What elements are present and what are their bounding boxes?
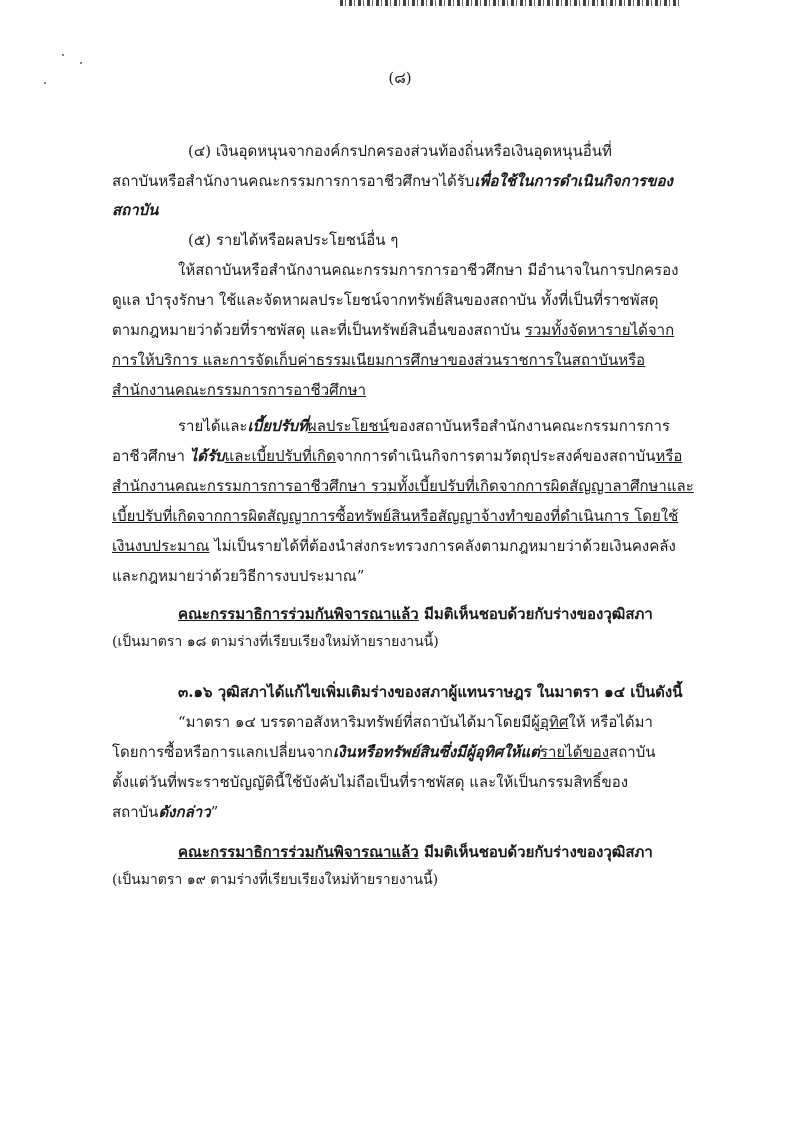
text-line (112, 566, 364, 586)
text: สถาบันหรือสำนักงานคณะกรรมการการอาชีวศึกษาได้รับ (112, 172, 475, 190)
text-line (112, 802, 218, 822)
inserted-text: เพื่อใช้ในการดำเนินกิจการของ (474, 172, 673, 190)
underlined-text: อุทิศ (539, 713, 569, 731)
scan-speck (62, 54, 64, 56)
text: ตั้งแต่วันที่พระราชบัญญัตินี้ใช้บังคับไม่ถือเป็นที่ราชพัสดุ และให้เป็นกรรมสิทธิ์ของ (112, 773, 629, 791)
underlined-text: สำนักงานคณะกรรมการการอาชีวศึกษา (112, 381, 367, 399)
text-line (178, 712, 653, 732)
text-line (178, 842, 653, 862)
text-line (112, 772, 628, 792)
underlined-text: รวมทั้งจัดหารายได้จาก (524, 321, 675, 339)
text: “มาตรา ๑๔ บรรดาอสังหาริมทรัพย์ที่สถาบันได้มาโดยมีผู้ (178, 713, 540, 731)
scan-speck (80, 62, 82, 64)
text: ให้สถาบันหรือสำนักงานคณะกรรมการการอาชีวศึกษา มีอำนาจในการปกครอง (178, 261, 679, 279)
inserted-text: เบี้ยปรับที่ (247, 417, 308, 435)
text-line (112, 446, 682, 466)
text-line (112, 742, 655, 762)
inserted-text: ดังกล่าว (158, 803, 211, 821)
text-line (112, 200, 158, 220)
text: จากการดำเนินกิจการตามวัตถุประสงค์ของสถาบัน (335, 447, 656, 465)
text: (๔) เงินอุดหนุนจากองค์กรปกครองส่วนท้องถิ่นหรือเงินอุดหนุนอื่นที่ (188, 142, 612, 160)
inserted-text: ได้รับ (189, 447, 225, 465)
committee-phrase: คณะกรรมาธิการร่วมกันพิจารณาแล้ว (178, 843, 419, 861)
text: อาชีวศึกษา (112, 447, 190, 465)
text-line (188, 230, 398, 250)
underlined-text: สำนักงานคณะกรรมการการอาชีวศึกษา รวมทั้งเบี้ยปรับที่เกิดจากการผิดสัญญาลาศึกษาและ (112, 477, 694, 495)
underlined-text: หรือ (655, 447, 683, 465)
text-line (178, 260, 678, 280)
committee-phrase: คณะกรรมาธิการร่วมกันพิจารณาแล้ว (178, 605, 419, 623)
text: โดยการซื้อหรือการแลกเปลี่ยนจาก (112, 743, 333, 761)
text-line (112, 171, 673, 191)
underlined-text: รายได้ของ (539, 743, 610, 761)
scan-edge-artifact (340, 0, 680, 6)
text-line (178, 416, 670, 436)
underlined-text: ผลประโยชน์ (307, 417, 389, 435)
underlined-text: เบี้ยปรับที่เกิดจากการผิดสัญญาการซื้อทรัพย์สินหรือสัญญาจ้างทำของที่ดำเนินการ โดยใช้ (112, 507, 679, 525)
text-line (112, 380, 366, 400)
underlined-text: และเบี้ยปรับที่เกิด (224, 447, 336, 465)
section-heading (178, 682, 683, 702)
inserted-text: เงินหรือทรัพย์สินซึ่งมีผู้อุทิศให้แต่ (332, 743, 540, 761)
text-line (112, 506, 678, 526)
text-line (112, 632, 439, 652)
inserted-text: สถาบัน (112, 201, 159, 219)
text: สถาบัน (609, 743, 656, 761)
text-line (112, 476, 694, 496)
text: ของสถาบันหรือสำนักงานคณะกรรมการการ (388, 417, 670, 435)
text: ให้ หรือได้มา (568, 713, 653, 731)
text: ไม่เป็นรายได้ที่ต้องนำส่งกระทรวงการคลังตามกฎหมายว่าด้วยเงินคงคลัง (209, 537, 676, 555)
text-line (188, 141, 612, 161)
text-line (112, 290, 659, 310)
text: ตามกฎหมายว่าด้วยที่ราชพัสดุ และที่เป็นทรัพย์สินอื่นของสถาบัน (112, 321, 525, 339)
text: (เป็นมาตรา ๑๘ ตามร่างที่เรียบเรียงใหม่ท้ายรายงานนี้) (112, 634, 439, 650)
underlined-text: การให้บริการ และการจัดเก็บค่าธรรมเนียมการศึกษาของส่วนราชการในสถาบันหรือ (112, 351, 646, 369)
text: ” (210, 803, 219, 821)
text: (เป็นมาตรา ๑๙ ตามร่างที่เรียบเรียงใหม่ท้ายรายงานนี้) (112, 872, 439, 888)
text-line (178, 604, 653, 624)
text: สถาบัน (112, 803, 159, 821)
text-line (112, 350, 645, 370)
text-line (112, 536, 676, 556)
text-line (112, 870, 438, 890)
text: รายได้และ (178, 417, 248, 435)
text: และกฎหมายว่าด้วยวิธีการงบประมาณ” (112, 567, 365, 585)
underlined-text: เงินงบประมาณ (112, 537, 210, 555)
page-number: (๘) (388, 69, 412, 87)
text: มีมติเห็นชอบด้วยกับร่างของวุฒิสภา (418, 843, 653, 861)
text: (๕) รายได้หรือผลประโยชน์อื่น ๆ (188, 231, 399, 249)
text: ดูแล บำรุงรักษา ใช้และจัดหาผลประโยชน์จากทรัพย์สินของสถาบัน ทั้งที่เป็นที่ราชพัสดุ (112, 291, 659, 309)
text-line (112, 320, 674, 340)
text: มีมติเห็นชอบด้วยกับร่างของวุฒิสภา (418, 605, 653, 623)
text: ๓.๑๖ วุฒิสภาได้แก้ไขเพิ่มเติมร่างของสภาผู้แทนราษฎร ในมาตรา ๑๔ เป็นดังนี้ (178, 683, 683, 701)
